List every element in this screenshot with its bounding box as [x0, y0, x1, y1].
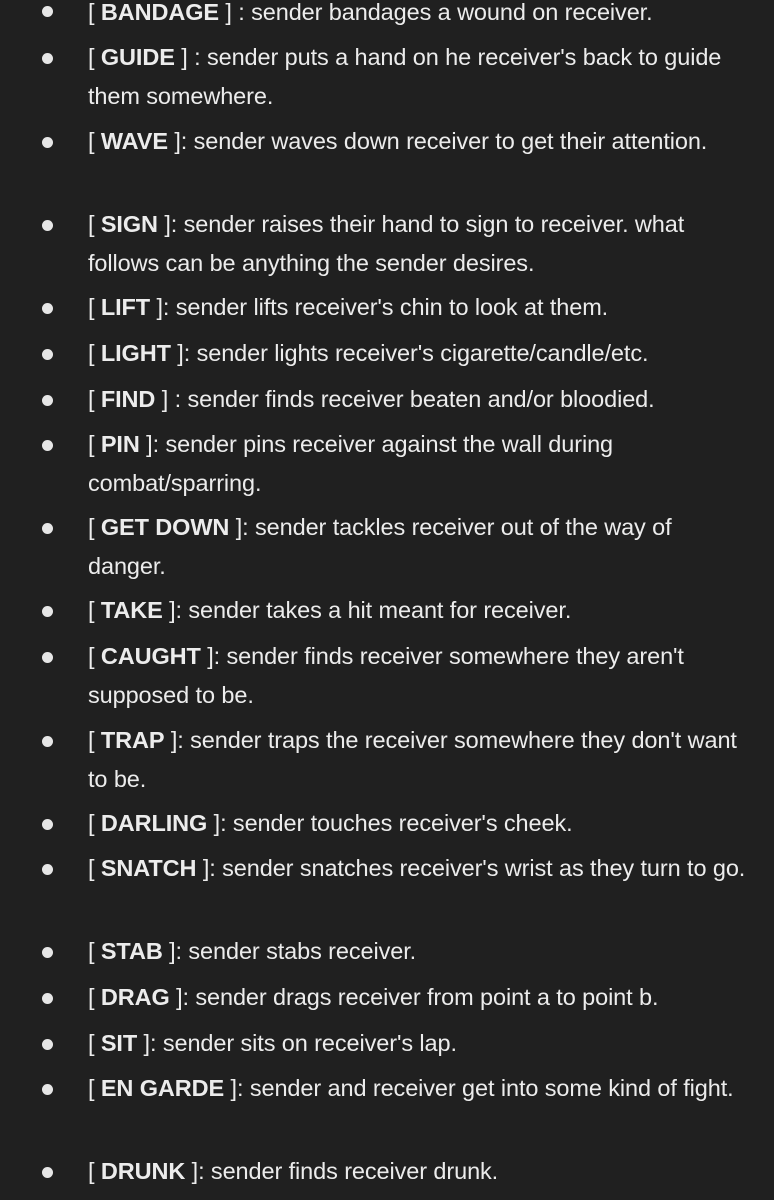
bullet-icon	[42, 395, 53, 406]
item-text: [ CAUGHT ]: sender finds receiver somewhere they aren't supposed to be.	[88, 643, 684, 708]
item-keyword: CAUGHT	[100, 643, 201, 669]
item-text: [ LIFT ]: sender lifts receiver's chin to look at them.	[88, 294, 609, 320]
item-keyword: SIT	[100, 1030, 138, 1056]
item-text: [ TAKE ]: sender takes a hit meant for receiver.	[88, 597, 572, 623]
bullet-icon	[42, 947, 53, 958]
bullet-icon	[42, 652, 53, 663]
item-description: : sender bandages a wound on receiver.	[231, 0, 653, 25]
item-keyword: TAKE	[100, 597, 163, 623]
item-text: [ BANDAGE ] : sender bandages a wound on receiver.	[88, 0, 653, 25]
item-keyword: DARLING	[100, 810, 208, 836]
item-keyword: DRAG	[100, 984, 170, 1010]
item-text: [ PIN ]: sender pins receiver against the wall during combat/sparring.	[88, 431, 614, 496]
bullet-icon	[42, 1167, 53, 1178]
item-text: [ DARLING ]: sender touches receiver's cheek.	[88, 810, 573, 836]
item-keyword: STAB	[100, 938, 163, 964]
item-text: [ EN GARDE ]: sender and receiver get into some kind of fight.	[88, 1075, 734, 1101]
bullet-icon	[42, 864, 53, 875]
item-text: [ FIND ] : sender finds receiver beaten and/or bloodied.	[88, 386, 655, 412]
item-keyword: LIFT	[100, 294, 151, 320]
bullet-icon	[42, 1039, 53, 1050]
item-description: : sender lifts receiver's chin to look at them.	[162, 294, 609, 320]
bullet-icon	[42, 349, 53, 360]
bullet-icon	[42, 220, 53, 231]
item-text: [ GET DOWN ]: sender tackles receiver out of the way of danger.	[88, 514, 672, 579]
bullet-icon	[42, 606, 53, 617]
item-description: : sender drags receiver from point a to point b.	[182, 984, 659, 1010]
item-description: : sender sits on receiver's lap.	[149, 1030, 457, 1056]
item-description: : sender lights receiver's cigarette/candle/etc.	[183, 340, 649, 366]
item-text: [ DRAG ]: sender drags receiver from point a to point b.	[88, 984, 659, 1010]
bullet-icon	[42, 736, 53, 747]
item-keyword: TRAP	[100, 727, 165, 753]
item-keyword: FIND	[100, 386, 156, 412]
item-description: : sender puts a hand on he receiver's back to guide them somewhere.	[88, 44, 722, 109]
item-keyword: SNATCH	[100, 855, 197, 881]
bullet-icon	[42, 993, 53, 1004]
item-description: : sender and receiver get into some kind of fight.	[236, 1075, 734, 1101]
item-description: : sender finds receiver drunk.	[198, 1158, 499, 1184]
item-keyword: GUIDE	[100, 44, 175, 70]
item-description: : sender finds receiver somewhere they aren't supposed to be.	[88, 643, 684, 708]
item-description: : sender tackles receiver out of the way of danger.	[88, 514, 672, 579]
item-keyword: WAVE	[100, 128, 168, 154]
item-text: [ STAB ]: sender stabs receiver.	[88, 938, 417, 964]
item-keyword: EN GARDE	[100, 1075, 225, 1101]
item-text: [ SNATCH ]: sender snatches receiver's wrist as they turn to go.	[88, 855, 746, 881]
item-description: : sender finds receiver beaten and/or bloodied.	[168, 386, 655, 412]
item-keyword: BANDAGE	[100, 0, 219, 25]
item-keyword: SIGN	[100, 211, 158, 237]
item-description: : sender takes a hit meant for receiver.	[175, 597, 572, 623]
bullet-icon	[42, 819, 53, 830]
item-description: : sender traps the receiver somewhere they don't want to be.	[88, 727, 737, 792]
bullet-icon	[42, 6, 53, 17]
item-text: [ TRAP ]: sender traps the receiver somewhere they don't want to be.	[88, 727, 737, 792]
item-description: : sender pins receiver against the wall during combat/sparring.	[88, 431, 614, 496]
item-description: : sender raises their hand to sign to receiver. what follows can be anything the sender desires.	[88, 211, 685, 276]
item-text: [ SIGN ]: sender raises their hand to sign to receiver. what follows can be anything the sender desires.	[88, 211, 685, 276]
bullet-icon	[42, 53, 53, 64]
item-text: [ WAVE ]: sender waves down receiver to get their attention.	[88, 128, 708, 154]
item-text: [ GUIDE ] : sender puts a hand on he receiver's back to guide them somewhere.	[88, 44, 722, 109]
bullet-icon	[42, 1084, 53, 1095]
item-keyword: DRUNK	[100, 1158, 186, 1184]
item-description: : sender snatches receiver's wrist as they turn to go.	[209, 855, 746, 881]
bullet-icon	[42, 303, 53, 314]
item-description: : sender stabs receiver.	[175, 938, 417, 964]
item-keyword: PIN	[100, 431, 140, 457]
item-description: : sender waves down receiver to get their attention.	[180, 128, 708, 154]
bullet-icon	[42, 137, 53, 148]
item-text: [ DRUNK ]: sender finds receiver drunk.	[88, 1158, 499, 1184]
item-keyword: LIGHT	[100, 340, 171, 366]
item-description: : sender touches receiver's cheek.	[220, 810, 573, 836]
bullet-icon	[42, 523, 53, 534]
item-text: [ SIT ]: sender sits on receiver's lap.	[88, 1030, 457, 1056]
item-text: [ LIGHT ]: sender lights receiver's cigarette/candle/etc.	[88, 340, 649, 366]
bullet-icon	[42, 440, 53, 451]
item-keyword: GET DOWN	[100, 514, 230, 540]
